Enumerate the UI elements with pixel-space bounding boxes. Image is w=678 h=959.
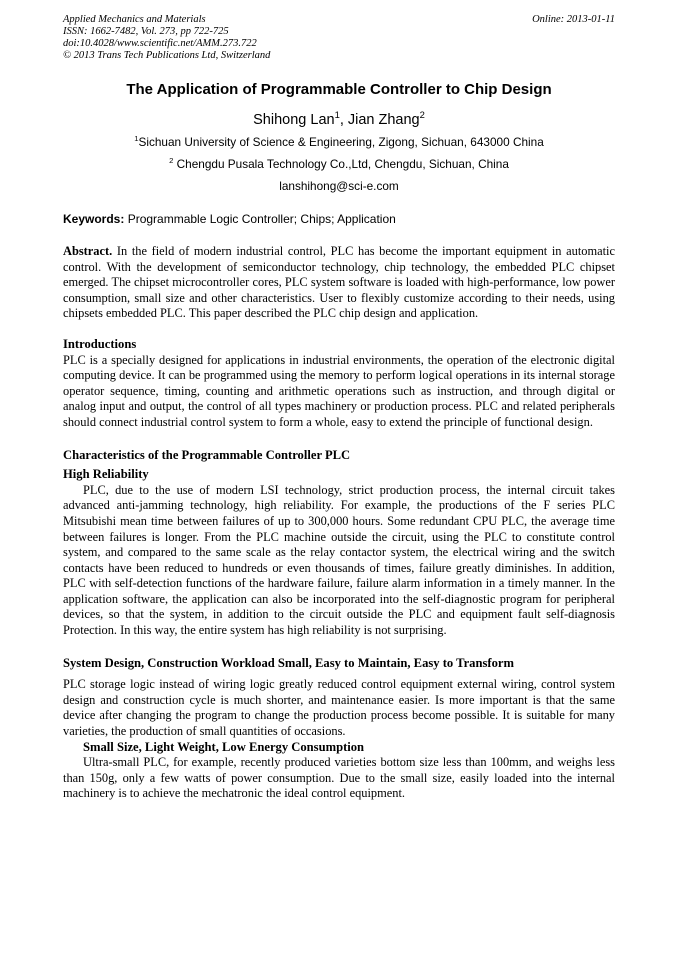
reliability-heading: High Reliability [63, 467, 149, 482]
abstract [63, 244, 615, 322]
intro-heading: Introductions [63, 336, 137, 351]
system-design-heading: System Design, Construction Workload Small, Easy to Maintain, Easy to Transform [63, 655, 514, 670]
author-2: Jian Zhang [347, 112, 420, 128]
reliability-text: PLC, due to the use of modern LSI technology, strict production process, the internal circuit takes advanced anti-jamming technology, high reliability. For example, the productions of the F series PLC Mitsubishi mean time between failures of up to 300,000 hours. Some redundant CPU PLC, the average time between failures is longer. From the PLC machine outside the circuit, using the PLC to constitute control system, and compared to the same scale as the relay contactor system, the electrical wiring and the switch contacts have been reduced to hundreds or even thousands of times, failure greatly diminishes. In addition, PLC with self-detection functions of the hardware failure, failure alarm information in a timely manner. In the application software, the application can also be incorporated into the self-diagnostic program for peripheral devices, so that the system, in addition to the circuit outside the PLC and equipment fault self-diagnosis Protection. In this way, the entire system has high reliability is not surprising. [63, 482, 615, 638]
affiliation-1-text: Sichuan University of Science & Engineering, Zigong, Sichuan, 643000 China [138, 135, 544, 149]
characteristics-heading: Characteristics of the Programmable Controller PLC [63, 447, 351, 462]
abstract-text: In the field of modern industrial control, PLC has become the important equipment in automatic control. With the development of semiconductor technology, chip technology, the embedded PLC chipset emerged. The chipset microcontroller cores, PLC system software is loaded with high-performance, low power consumption, small size and other characteristics. User to flexibly customize according to their needs, using chipsets embedded PLC. This paper described the PLC chip design and application. [63, 244, 615, 321]
author-line [63, 111, 615, 129]
journal-header [63, 14, 615, 62]
doi-line: doi:10.4028/www.scientific.net/AMM.273.722 [63, 38, 257, 49]
intro-text: PLC is a specially designed for applications in industrial environments, the operation of the electronic digital computing device. It can be programmed using the memory to perform logical operations in its internal storage operator sequence, timing, counting and arithmetic operations such as instruction, and through digital or analog input and output, the control of all types machinery or production process. PLC and related peripherals should connect industrial control system to form a whole, easy to extend the principle of functional design. [63, 352, 615, 429]
system-design-text: PLC storage logic instead of wiring logic greatly reduced control equipment external wiring, control system design and construction cycle is much shorter, and maintenance easier. Is more important is that the same device after changing the program to change the production process become possible. It is suitable for many varieties, the production of small quantities of occasions. [63, 677, 615, 739]
author-separator: , [339, 112, 348, 128]
copyright-line: © 2013 Trans Tech Publications Ltd, Switzerland [63, 50, 271, 61]
keywords-label: Keywords: [63, 212, 125, 226]
affiliation-2-sup: 2 [169, 156, 174, 166]
journal-name: Applied Mechanics and Materials [63, 14, 206, 25]
small-size-text: Ultra-small PLC, for example, recently produced varieties bottom size less than 100mm, and weighs less than 150g, only a few watts of power consumption. Due to the small size, easily loaded into the internal machinery is to achieve the mechatronic the ideal control equipment. [63, 755, 615, 801]
affiliation-1-sup: 1 [134, 134, 139, 144]
affiliation-2 [63, 157, 615, 171]
online-date: Online: 2013-01-11 [532, 14, 615, 25]
affiliation-1 [63, 135, 615, 149]
author-1: Shihong Lan [253, 112, 335, 128]
keywords [63, 212, 615, 227]
email[interactable]: lanshihong@sci-e.com [279, 179, 399, 193]
author-1-sup: 1 [334, 109, 340, 121]
small-size-heading: Small Size, Light Weight, Low Energy Consumption [83, 739, 365, 754]
paper-title: The Application of Programmable Controller to Chip Design [126, 81, 552, 98]
paper-page [63, 14, 615, 802]
keywords-text: Programmable Logic Controller; Chips; Application [124, 212, 396, 226]
affiliation-2-text: Chengdu Pusala Technology Co.,Ltd, Chengdu, Sichuan, China [173, 157, 509, 171]
abstract-label: Abstract. [63, 244, 113, 258]
author-2-sup: 2 [419, 109, 425, 121]
issn-line: ISSN: 1662-7482, Vol. 273, pp 722-725 [63, 26, 229, 37]
